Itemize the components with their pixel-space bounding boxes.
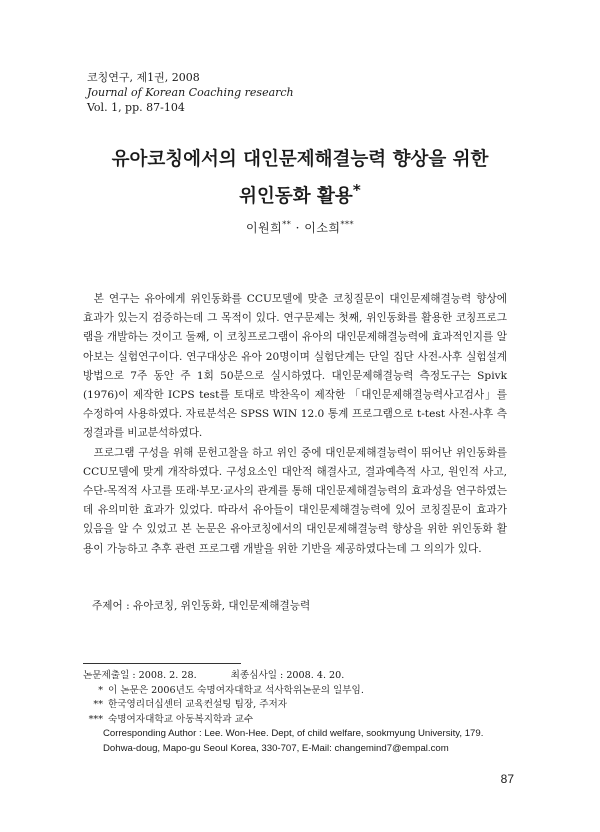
abstract-paragraph-2: 프로그램 구성을 위해 문헌고찰을 하고 위인 중에 대인문제해결능력이 뛰어난 위인동화를 CCU모델에 맞게 개작하였다. 구성요소인 대안적 해결사고, 결과예측적 사고, 원인적 사고, 수단-목적적 사고를 또래·부모·교사의 관계를 통해 대인문제해결능력의 효과성을 연구하였는데 유의미한 효과가 있었다. 따라서 유아들이 대인문제해결능력에 있어 코칭질문이 효과가 있음을 알 수 있었고 본 논문은 유아코칭에서의 대인문제해결능력 향상을 위한 위인동화 활용이 가능하고 추후 관련 프로그램 개발을 위한 기반을 제공하였다는데 그 의의가 있다. <box>83 446 507 555</box>
journal-header <box>87 70 294 115</box>
footnote-3 <box>83 713 533 728</box>
footnote-divider <box>83 663 241 664</box>
journal-pages: Vol. 1, pp. 87-104 <box>87 101 185 114</box>
footnote-2-mark: ** <box>93 699 103 711</box>
author-2-mark: *** <box>340 220 355 229</box>
footnotes <box>83 669 533 757</box>
accepted-date: 최종심사일 : 2008. 4. 20. <box>230 670 345 681</box>
journal-volume-korean: 코칭연구, 제1권, 2008 <box>87 71 200 84</box>
corresponding-author-line-2: Dohwa-doug, Mapo-gu Seoul Korea, 330-707, E-Mail: changemind7@empal.com <box>103 742 449 754</box>
page-number: 87 <box>500 772 514 786</box>
author-1: 이원희 <box>245 221 283 235</box>
footnote-3-mark: *** <box>88 713 103 725</box>
title-line-2 <box>0 175 600 212</box>
title-line-2-text: 위인동화 활용 <box>239 186 353 208</box>
received-date: 논문제출일 : 2008. 2. 28. <box>83 670 197 681</box>
footnote-2 <box>83 698 533 713</box>
abstract <box>83 290 507 559</box>
author-line <box>0 219 600 236</box>
abstract-paragraph-1: 본 연구는 유아에게 위인동화를 CCU모델에 맞춘 코칭질문이 대인문제해결능력 향상에 효과가 있는지 검증하는데 그 목적이 있다. 연구문제는 첫째, 위인동화를 활용한 코칭프로그램을 개발하는 것이고 둘째, 이 코칭프로그램이 유아의 대인문제해결능력에 효과적인지를 알아보는 실험연구이다. 연구대상은 유아 20명이며 실험단계는 단일 집단 사전-사후 실험설계방법으로 7주 동안 주 1회 50분으로 실시하였다. 대인문제해결능력 측정도구는 Spivk (1976)이 제작한 ICPS test를 토대로 박찬옥이 제작한 「대인문제해결능력사고검사」를 수정하여 사용하였다. 자료분석은 SPSS WIN 12.0 통계 프로그램으로 t-test 사전-사후 측정결과를 비교분석하였다. <box>83 293 507 440</box>
author-separator: · <box>295 221 300 235</box>
author-1-mark: ** <box>282 220 292 229</box>
footnote-3-text: 숙명여자대학교 아동복지학과 교수 <box>108 713 254 725</box>
footnote-1-text: 이 논문은 2006년도 숙명여자대학교 석사학위논문의 일부임. <box>108 684 364 696</box>
title-footnote-mark: * <box>352 181 361 199</box>
footnote-1-mark: * <box>98 684 103 696</box>
footnote-1 <box>83 684 533 699</box>
paper-title <box>0 145 600 212</box>
title-line-1: 유아코칭에서의 대인문제해결능력 향상을 위한 <box>111 149 489 170</box>
author-2: 이소희 <box>304 221 341 235</box>
keywords: 주제어 : 유아코칭, 위인동화, 대인문제해결능력 <box>92 600 311 612</box>
footnote-2-text: 한국영리더십센터 교육컨설팅 팀장, 주저자 <box>108 699 288 711</box>
corresponding-author-line-1: Corresponding Author : Lee. Won-Hee. Dept, of child welfare, sookmyung University, 179. <box>103 728 484 740</box>
journal-name: Journal of Korean Coaching research <box>87 86 294 99</box>
submission-dates <box>83 669 533 684</box>
